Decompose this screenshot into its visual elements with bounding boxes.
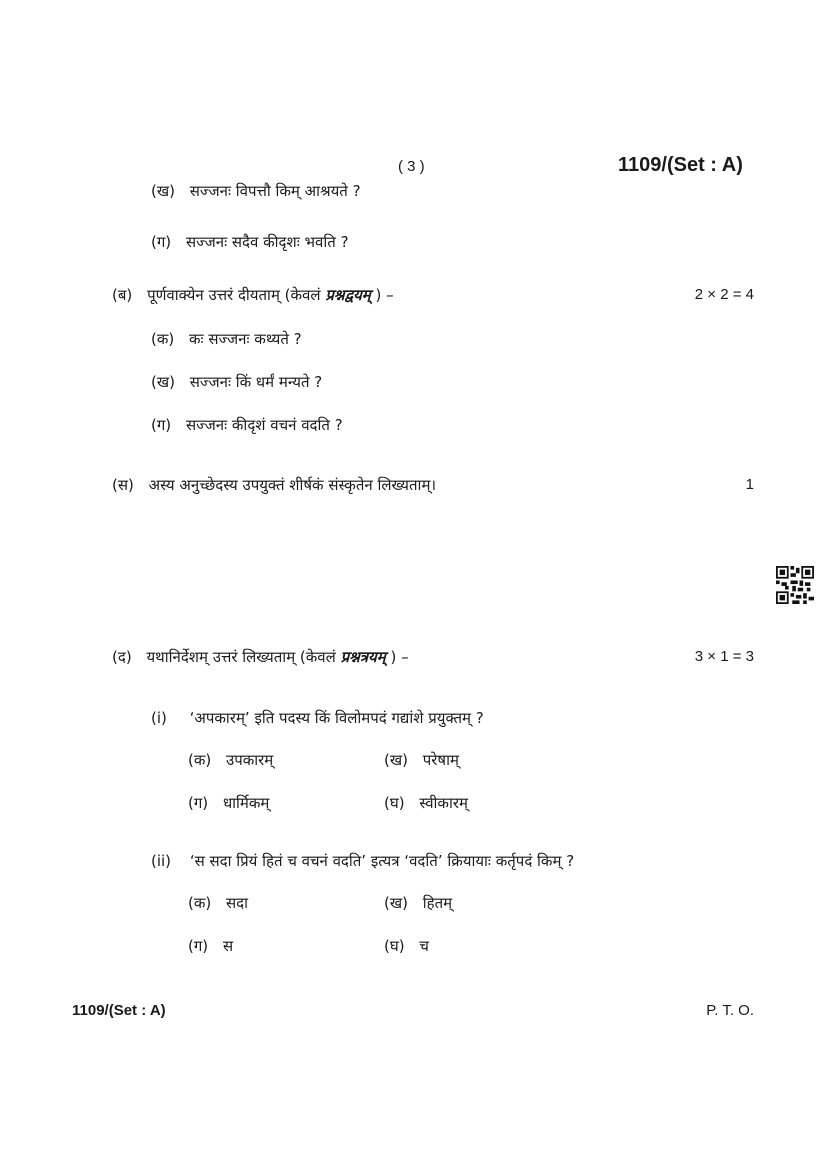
section-d-heading (112, 647, 409, 667)
option-label: (ख) (384, 894, 408, 912)
item-text: सज्जनः सदैव कीदृशः भवति ? (185, 233, 349, 251)
item-text: सज्जनः कीदृशं वचनं वदति ? (185, 416, 343, 434)
item-label: (ख) (151, 373, 175, 391)
subquestion-ii (151, 851, 574, 871)
option-label: (ख) (384, 751, 408, 769)
section-label: (द) (112, 648, 132, 666)
item-text: कः सज्जनः कथ्यते ? (189, 330, 302, 348)
item-label: (ग) (151, 416, 172, 434)
option (188, 936, 233, 956)
option-text: सदा (226, 894, 249, 912)
option-text: च (419, 937, 429, 955)
page-turn-over: P. T. O. (706, 1002, 754, 1019)
option (384, 793, 468, 813)
option-label: (क) (188, 751, 212, 769)
option (188, 793, 269, 813)
item-text: सज्जनः किं धर्मं मन्यते ? (189, 373, 323, 391)
option-text: परेषाम् (422, 751, 459, 769)
instruction-emphasis: प्रश्नत्रयम् (340, 648, 386, 666)
question-item (151, 181, 361, 201)
section-instruction (146, 648, 408, 666)
section-b-heading (112, 285, 394, 305)
section-s-heading (112, 475, 436, 495)
item-text: सज्जनः विपत्तौ किम् आश्रयते ? (189, 182, 361, 200)
instruction-tail: ) – (370, 286, 394, 304)
section-s-marks: 1 (745, 476, 754, 493)
option (384, 893, 452, 913)
option-label: (घ) (384, 937, 405, 955)
subquestion-label: (i) (151, 709, 167, 727)
section-label: (ब) (112, 286, 133, 304)
subquestion-text: ‘स सदा प्रियं हितं च वचनं वदति’ इत्यत्र ‘वदति’ क्रियायाः कर्तृपदं किम् ? (189, 852, 575, 870)
instruction-emphasis: प्रश्नद्वयम् (325, 286, 371, 304)
subquestion-text: ‘अपकारम्’ इति पदस्य किं विलोमपदं गद्यांशे प्रयुक्तम् ? (189, 709, 484, 727)
option-text: स्वीकारम् (419, 794, 468, 812)
option-label: (क) (188, 894, 212, 912)
page-number: ( 3 ) (398, 158, 425, 175)
option-label: (ग) (188, 794, 209, 812)
section-instruction (147, 286, 394, 304)
option-text: धार्मिकम् (222, 794, 270, 812)
question-item (151, 232, 349, 252)
question-item (151, 372, 322, 392)
option (384, 750, 459, 770)
instruction-tail: ) – (385, 648, 409, 666)
option-text: हितम् (422, 894, 453, 912)
subquestion-label: (ii) (151, 852, 172, 870)
option (188, 893, 248, 913)
option-text: स (222, 937, 234, 955)
item-label: (ख) (151, 182, 175, 200)
item-label: (क) (151, 330, 175, 348)
section-d-marks: 3 × 1 = 3 (694, 648, 754, 665)
paper-code-footer: 1109/(Set : A) (72, 1002, 166, 1019)
qr-code-icon (776, 566, 814, 604)
question-item (151, 415, 343, 435)
question-item (151, 329, 302, 349)
paper-code-header: 1109/(Set : A) (618, 154, 743, 176)
instruction-text: यथानिर्देशम् उत्तरं लिख्यताम् (केवलं (146, 648, 341, 666)
section-label: (स) (112, 476, 134, 494)
section-instruction: अस्य अनुच्छेदस्य उपयुक्तं शीर्षकं संस्कृतेन लिख्यताम्। (148, 476, 437, 494)
item-label: (ग) (151, 233, 172, 251)
option (188, 750, 273, 770)
option-label: (ग) (188, 937, 209, 955)
option-text: उपकारम् (226, 751, 274, 769)
option-label: (घ) (384, 794, 405, 812)
option (384, 936, 429, 956)
instruction-text: पूर्णवाक्येन उत्तरं दीयताम् (केवलं (147, 286, 326, 304)
section-b-marks: 2 × 2 = 4 (694, 286, 754, 303)
subquestion-i (151, 708, 484, 728)
